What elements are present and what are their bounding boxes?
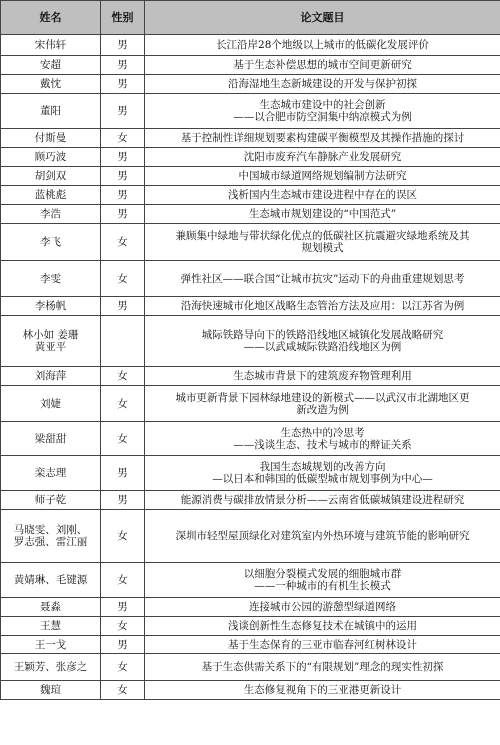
thesis-title-line: 长江沿岸28个地级以上城市的低碳化发展评价: [216, 39, 429, 51]
thesis-title-line: 能源消费与碳排放情景分析——云南省低碳城镇建设进程研究: [180, 494, 465, 506]
author-name: 李杨帆: [34, 300, 67, 312]
gender-cell: [101, 316, 145, 367]
thesis-title-cell: [145, 316, 500, 367]
gender-cell: 男: [101, 205, 145, 224]
table-row: [1, 75, 500, 94]
thesis-title-cell: [145, 56, 500, 75]
thesis-title-line: 新改造为例: [296, 403, 349, 416]
author-name-cell: [1, 261, 101, 297]
author-name-cell: [1, 422, 101, 456]
thesis-title-line: 生态城市背景下的建筑废弃物管理利用: [233, 370, 412, 382]
author-name: 王一戈: [34, 638, 67, 651]
author-name: 蓝桃彪: [34, 189, 67, 201]
author-name: 戴忱: [40, 78, 61, 90]
thesis-title-line: 城际铁路导向下的铁路沿线地区城镇化发展战略研究: [201, 329, 444, 341]
thesis-title-line: —以日本和韩国的低碳型城市规划事例为中心—: [212, 473, 433, 485]
author-name-cell: [1, 367, 101, 386]
thesis-title-line: 基于生态补偿思想的城市空间更新研究: [233, 59, 412, 71]
gender-cell: 男: [101, 35, 145, 56]
table-row: [1, 148, 500, 167]
author-name-cell: [1, 148, 101, 167]
thesis-title-cell: [145, 186, 500, 205]
thesis-title-cell: [145, 598, 500, 617]
author-name: 黄亚平: [34, 341, 67, 353]
thesis-title-line: 以细胞分裂模式发展的细胞城市群: [243, 568, 402, 580]
gender-cell: 男: [101, 636, 145, 654]
author-name-cell: [1, 297, 101, 316]
thesis-title-cell: [145, 129, 500, 148]
author-name: 宋伟轩: [34, 39, 67, 51]
table-row: [1, 510, 500, 563]
header-name: 姓名: [1, 1, 101, 35]
thesis-title-line: ——浅谈生态、技术与城市的辩证关系: [233, 438, 412, 451]
table-body: [1, 35, 500, 700]
table-row: [1, 598, 500, 617]
author-name-cell: [1, 129, 101, 148]
thesis-title-cell: [145, 617, 500, 636]
thesis-title-cell: [145, 422, 500, 456]
thesis-title-line: 城市更新背景下园林绿地建设的新模式——以武汉市北湖地区更: [175, 391, 470, 404]
thesis-title-line: ——以合肥市防空洞集中纳凉模式为例: [233, 111, 412, 123]
author-name: 梁甜甜: [34, 432, 67, 445]
table-row: [1, 167, 500, 186]
thesis-title-line: 规划模式: [301, 242, 344, 254]
gender-cell: 女: [101, 261, 145, 297]
gender-cell: 男: [101, 456, 145, 491]
table-row: [1, 422, 500, 456]
gender-cell: 女: [101, 654, 145, 681]
author-name: 马晓雯、刘刚、: [13, 524, 88, 536]
gender-cell: 男: [101, 297, 145, 316]
gender-cell: 女: [101, 510, 145, 563]
thesis-title-cell: [145, 386, 500, 422]
gender-cell: 女: [101, 563, 145, 598]
thesis-title-cell: [145, 35, 500, 56]
header-gender: 性别: [101, 1, 145, 35]
author-name: 李雯: [40, 272, 61, 285]
thesis-title-line: 基于生态供需关系下的“有限规划”理念的现实性初探: [201, 661, 444, 673]
gender-cell: 女: [101, 681, 145, 700]
thesis-title-line: 沿海湿地生态新城建设的开发与保护初探: [228, 78, 417, 90]
thesis-title-cell: [145, 491, 500, 510]
author-name: 聂淼: [40, 601, 61, 613]
thesis-title-cell: [145, 167, 500, 186]
table-row: [1, 456, 500, 491]
gender-cell: 女: [101, 422, 145, 456]
author-name: 董阳: [40, 105, 61, 117]
author-name: 刘海萍: [34, 370, 67, 382]
author-name-cell: [1, 186, 101, 205]
thesis-title-cell: [145, 681, 500, 700]
author-name-cell: [1, 94, 101, 129]
gender-cell: 女: [101, 367, 145, 386]
table-row: [1, 367, 500, 386]
author-name: 林小如 姜珊: [22, 329, 79, 341]
gender-cell: 女: [101, 224, 145, 261]
author-name: 栾志理: [34, 467, 67, 479]
author-name-cell: [1, 167, 101, 186]
gender-cell: 男: [101, 598, 145, 617]
author-name-cell: [1, 35, 101, 56]
thesis-title-cell: [145, 367, 500, 386]
table-row: [1, 35, 500, 56]
author-name-cell: [1, 654, 101, 681]
table-row: [1, 316, 500, 367]
author-name: 安超: [40, 59, 61, 71]
author-name: 李飞: [40, 236, 61, 248]
thesis-title-cell: [145, 148, 500, 167]
table-row: [1, 297, 500, 316]
author-name: 王慧: [40, 620, 61, 632]
table-row: [1, 205, 500, 224]
thesis-title-cell: [145, 94, 500, 129]
thesis-title-cell: [145, 75, 500, 94]
thesis-title-line: 弹性社区——联合国“让城市抗灾”运动下的舟曲重建规划思考: [180, 272, 465, 285]
author-name: 顾巧波: [34, 151, 67, 163]
gender-cell: 男: [101, 167, 145, 186]
author-name-cell: [1, 316, 101, 367]
thesis-title-cell: [145, 563, 500, 598]
table-row: [1, 129, 500, 148]
author-name: 胡剑双: [34, 170, 67, 182]
gender-cell: 女: [101, 129, 145, 148]
author-name: 付斯曼: [34, 132, 67, 144]
author-name-cell: [1, 56, 101, 75]
author-name-cell: [1, 386, 101, 422]
thesis-title-cell: [145, 261, 500, 297]
table-row: [1, 636, 500, 654]
table-row: [1, 617, 500, 636]
thesis-title-line: 生态热中的冷思考: [280, 426, 365, 439]
thesis-title-cell: [145, 636, 500, 654]
gender-cell: 男: [101, 186, 145, 205]
gender-cell: 女: [101, 617, 145, 636]
gender-cell: 女: [101, 386, 145, 422]
thesis-title-line: 中国城市绿道网络规划编制方法研究: [238, 170, 407, 182]
thesis-title-line: 生态修复视角下的三亚港更新设计: [243, 684, 402, 696]
gender-cell: 男: [101, 148, 145, 167]
author-name-cell: [1, 636, 101, 654]
thesis-title-line: 基于生态保育的三亚市临春河红树林设计: [228, 638, 417, 651]
thesis-title-line: 生态城市规划建设的“中国范式”: [248, 208, 397, 220]
table-row: [1, 681, 500, 700]
author-name: 师子乾: [34, 494, 67, 506]
author-name-cell: [1, 617, 101, 636]
author-name-cell: [1, 456, 101, 491]
header-title: 论文题目: [145, 1, 500, 35]
thesis-title-cell: [145, 224, 500, 261]
table-row: [1, 654, 500, 681]
thesis-title-line: 浅析国内生态城市建设进程中存在的误区: [228, 189, 417, 201]
header-row: [1, 1, 500, 35]
author-name: 罗志强、雷江丽: [13, 536, 88, 548]
table-row: [1, 563, 500, 598]
thesis-title-cell: [145, 205, 500, 224]
gender-cell: 男: [101, 56, 145, 75]
table-row: [1, 261, 500, 297]
thesis-title-line: 深圳市轻型屋顶绿化对建筑室内外热环境与建筑节能的影响研究: [175, 530, 470, 542]
gender-cell: 男: [101, 94, 145, 129]
thesis-title-line: 浅谈创新性生态修复技术在城镇中的运用: [228, 620, 417, 632]
author-name-cell: [1, 510, 101, 563]
table-row: [1, 56, 500, 75]
table-row: [1, 224, 500, 261]
author-name-cell: [1, 563, 101, 598]
author-name: 黄婧琳、毛键源: [13, 574, 88, 586]
thesis-title-cell: [145, 510, 500, 563]
thesis-title-line: 基于控制性详细规划要素构建碳平衡模型及其操作措施的探讨: [180, 132, 465, 144]
gender-cell: 男: [101, 75, 145, 94]
author-name-cell: [1, 491, 101, 510]
author-name-cell: [1, 205, 101, 224]
thesis-title-cell: [145, 654, 500, 681]
thesis-title-line: 沿海快速城市化地区战略生态管治方法及应用：以江苏省为例: [180, 300, 465, 312]
author-name-cell: [1, 224, 101, 261]
author-name-cell: [1, 75, 101, 94]
author-name: 李浩: [40, 208, 61, 220]
table-row: [1, 491, 500, 510]
thesis-title-line: ——一种城市的有机生长模式: [254, 580, 391, 592]
author-name-cell: [1, 598, 101, 617]
thesis-title-line: 沈阳市废弃汽车静脉产业发展研究: [243, 151, 402, 163]
thesis-title-line: 连接城市公园的游憩型绿道网络: [249, 601, 396, 613]
table-row: [1, 94, 500, 129]
thesis-title-line: 兼顾集中绿地与带状绿化优点的低碳社区抗震避灾绿地系统及其: [175, 230, 470, 242]
author-name: 王颖芳、张彦之: [13, 661, 88, 673]
gender-cell: 男: [101, 491, 145, 510]
author-name-cell: [1, 681, 101, 700]
thesis-title-line: 我国生态城规划的改善方向: [259, 461, 386, 473]
thesis-title-line: 生态城市建设中的社会创新: [259, 99, 386, 111]
thesis-title-cell: [145, 456, 500, 491]
table-row: [1, 186, 500, 205]
thesis-title-cell: [145, 297, 500, 316]
table-row: [1, 386, 500, 422]
author-name: 刘婕: [40, 397, 61, 410]
author-name: 魏瑄: [40, 684, 61, 696]
thesis-title-line: ——以武咸城际铁路沿线地区为例: [243, 341, 402, 353]
